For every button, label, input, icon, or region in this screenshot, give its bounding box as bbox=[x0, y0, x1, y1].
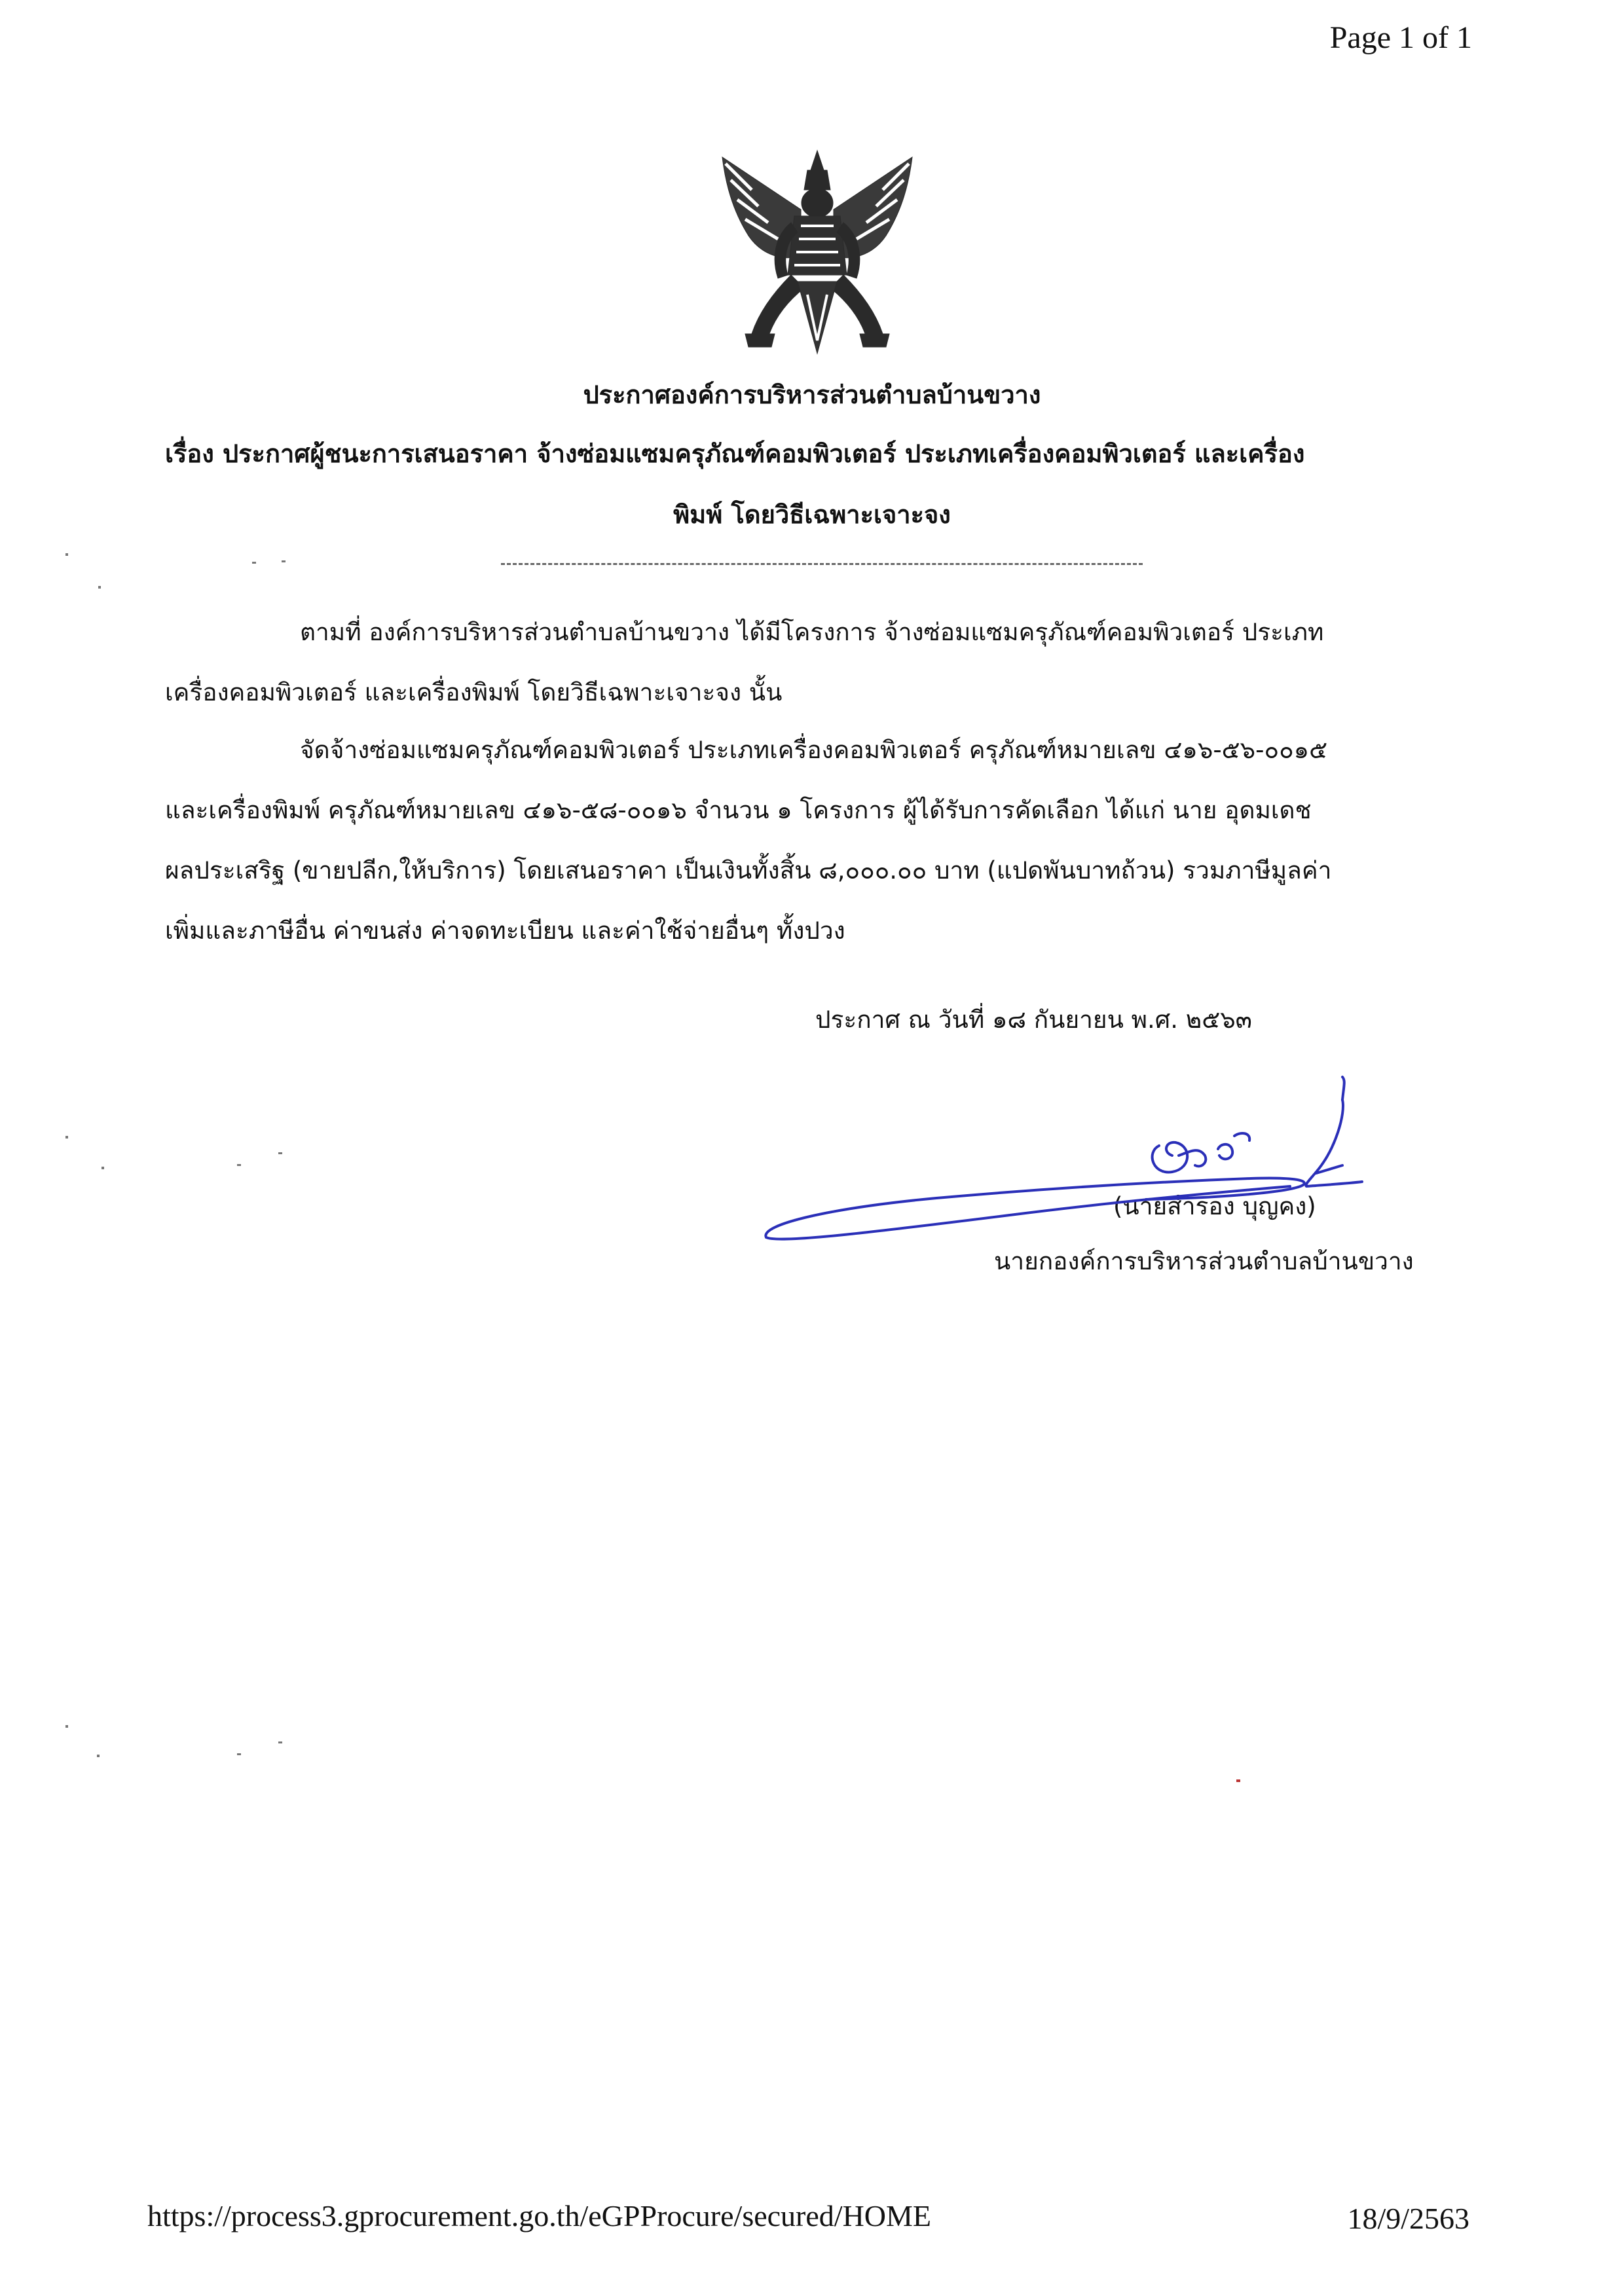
announcement-subject-continued: พิมพ์ โดยวิธีเฉพาะเจาะจง bbox=[673, 500, 951, 529]
scan-speck bbox=[237, 1753, 241, 1755]
scan-speck bbox=[282, 560, 286, 562]
scan-speck bbox=[101, 1167, 104, 1169]
body-paragraph-1 bbox=[165, 602, 1462, 723]
scan-speck bbox=[65, 1136, 68, 1139]
handwritten-signature bbox=[753, 1021, 1421, 1270]
signatory-name: (นายสำรอง บุญคง) bbox=[1113, 1192, 1316, 1220]
footer-print-date: 18/9/2563 bbox=[1347, 2202, 1469, 2235]
scan-speck bbox=[65, 1725, 68, 1728]
scan-speck bbox=[252, 562, 256, 564]
scan-speck bbox=[65, 553, 68, 556]
announcement-date: ประกาศ ณ วันที่ ๑๘ กันยายน พ.ศ. ๒๕๖๓ bbox=[815, 1006, 1252, 1034]
garuda-emblem-icon bbox=[712, 144, 922, 367]
announcement-subject: เรื่อง ประกาศผู้ชนะการเสนอราคา จ้างซ่อมแซมครุภัณฑ์คอมพิวเตอร์ ประเภทเครื่องคอมพิวเตอร์ และเครื่อง bbox=[165, 439, 1305, 468]
scan-speck bbox=[278, 1741, 282, 1743]
scan-speck bbox=[1236, 1779, 1240, 1782]
body-paragraph-2 bbox=[165, 720, 1462, 961]
body-line: จัดจ้างซ่อมแซมครุภัณฑ์คอมพิวเตอร์ ประเภทเครื่องคอมพิวเตอร์ ครุภัณฑ์หมายเลข ๔๑๖-๕๖-๐๐๑๕ bbox=[300, 736, 1328, 764]
body-line: ผลประเสริฐ (ขายปลีก,ให้บริการ) โดยเสนอราคา เป็นเงินทั้งสิ้น ๘,๐๐๐.๐๐ บาท (แปดพันบาทถ้วน) รวมภาษีมูลค่า bbox=[165, 856, 1332, 884]
divider bbox=[501, 563, 1143, 565]
body-line: ตามที่ องค์การบริหารส่วนตำบลบ้านขวาง ได้มีโครงการ จ้างซ่อมแซมครุภัณฑ์คอมพิวเตอร์ ประเภท bbox=[300, 618, 1324, 646]
footer-url: https://process3.gprocurement.go.th/eGPProcure/secured/HOME bbox=[147, 2199, 932, 2232]
announcement-title: ประกาศองค์การบริหารส่วนตำบลบ้านขวาง bbox=[583, 380, 1041, 409]
body-line: และเครื่องพิมพ์ ครุภัณฑ์หมายเลข ๔๑๖-๕๘-๐๐๑๖ จำนวน ๑ โครงการ ผู้ได้รับการคัดเลือก ได้แก่ นาย อุดมเดช bbox=[165, 796, 1312, 824]
scan-speck bbox=[237, 1164, 241, 1166]
body-line: เครื่องคอมพิวเตอร์ และเครื่องพิมพ์ โดยวิธีเฉพาะเจาะจง นั้น bbox=[165, 678, 783, 706]
scan-speck bbox=[98, 586, 101, 589]
scan-speck bbox=[278, 1152, 282, 1154]
page-number: Page 1 of 1 bbox=[1329, 20, 1472, 55]
body-line: เพิ่มและภาษีอื่น ค่าขนส่ง ค่าจดทะเบียน และค่าใช้จ่ายอื่นๆ ทั้งปวง bbox=[165, 917, 845, 945]
scan-speck bbox=[97, 1755, 100, 1757]
signatory-position: นายกองค์การบริหารส่วนตำบลบ้านขวาง bbox=[994, 1247, 1414, 1275]
